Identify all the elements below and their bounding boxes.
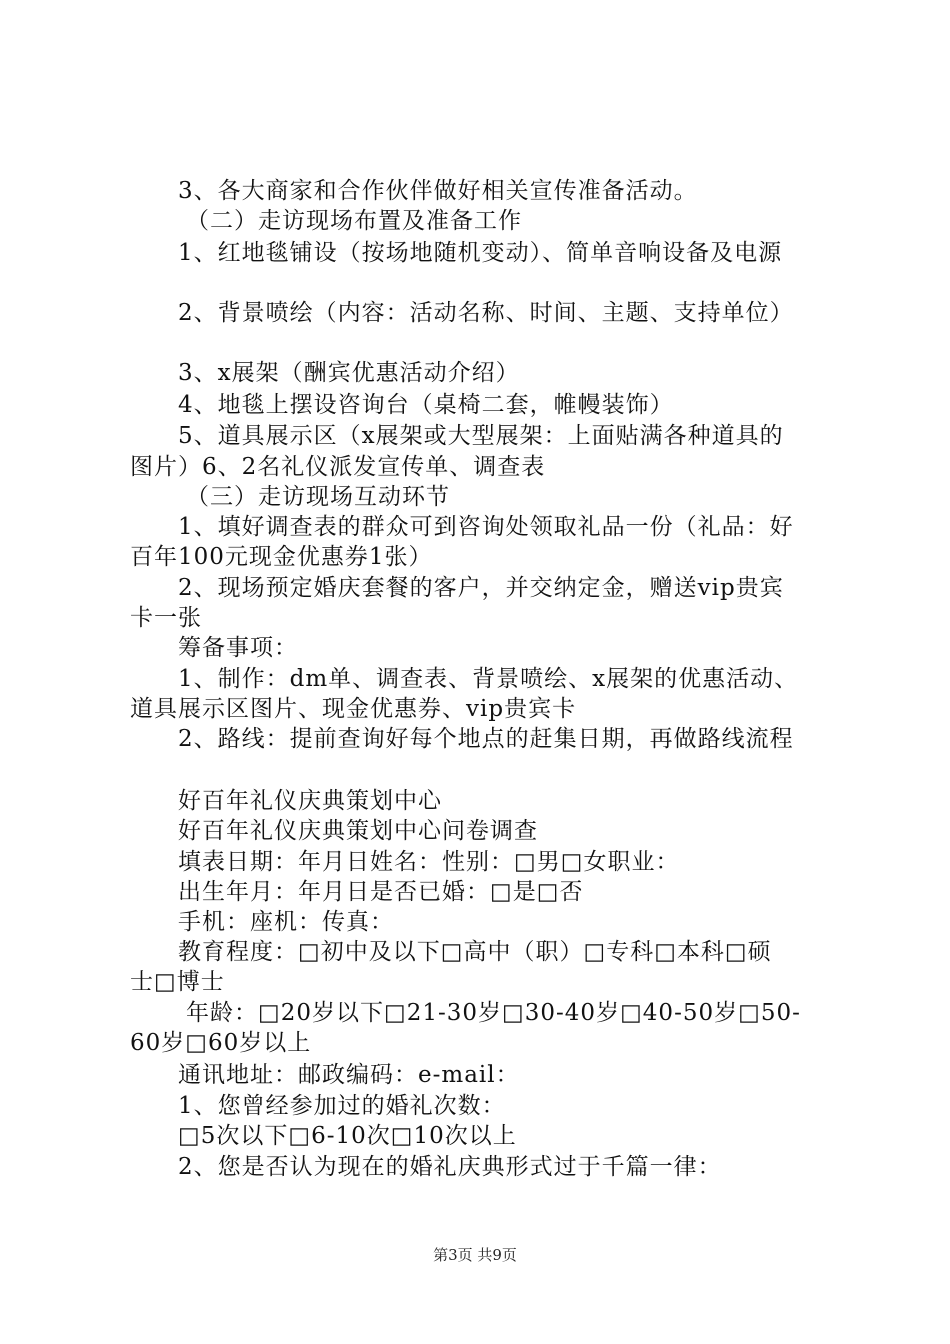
section-heading: （三）走访现场互动环节	[186, 484, 450, 510]
text-line: 卡一张	[130, 605, 202, 631]
text-line: 图片）6、2名礼仪派发宣传单、调查表	[130, 454, 546, 480]
text-line: 1、红地毯铺设（按场地随机变动）、简单音响设备及电源	[178, 240, 783, 266]
text-line: 百年100元现金优惠券1张）	[130, 544, 433, 570]
text-line: 教育程度：□初中及以下□高中（职）□专科□本科□硕	[178, 939, 772, 965]
text-line: 3、x展架（酬宾优惠活动介绍）	[178, 360, 520, 386]
text-line: 填表日期：年月日姓名：性别：□男□女职业：	[178, 849, 680, 875]
text-line: 5、道具展示区（x展架或大型展架：上面贴满各种道具的	[178, 423, 784, 449]
text-line: 道具展示区图片、现金优惠券、vip贵宾卡	[130, 696, 577, 722]
text-line: 出生年月：年月日是否已婚：□是□否	[178, 879, 584, 905]
text-line: 2、路线：提前查询好每个地点的赶集日期，再做路线流程	[178, 726, 794, 752]
text-line: 1、填好调查表的群众可到咨询处领取礼品一份（礼品：好	[178, 514, 794, 540]
text-line: 1、您曾经参加过的婚礼次数：	[178, 1093, 506, 1119]
text-line: 2、背景喷绘（内容：活动名称、时间、主题、支持单位）	[178, 300, 794, 326]
text-line: 好百年礼仪庆典策划中心问卷调查	[178, 818, 538, 844]
text-line: 3、各大商家和合作伙伴做好相关宣传准备活动。	[178, 178, 698, 204]
text-line: 4、地毯上摆设咨询台（桌椅二套，帷幔装饰）	[178, 392, 674, 418]
text-line: 手机：座机：传真：	[178, 909, 394, 935]
text-line: □5次以下□6-10次□10次以上	[178, 1123, 517, 1149]
text-line: 2、现场预定婚庆套餐的客户，并交纳定金，赠送vip贵宾	[178, 575, 784, 601]
text-line: 年龄：□20岁以下□21-30岁□30-40岁□40-50岁□50-	[186, 1000, 801, 1026]
text-line: 通讯地址：邮政编码：e-mail：	[178, 1062, 520, 1088]
text-line: 好百年礼仪庆典策划中心	[178, 788, 442, 814]
page-number-footer: 第3页 共9页	[433, 1246, 517, 1264]
text-line: 60岁□60岁以上	[130, 1030, 312, 1056]
text-line: 士□博士	[130, 969, 225, 995]
text-line: 筹备事项：	[178, 635, 298, 661]
text-line: 2、您是否认为现在的婚礼庆典形式过于千篇一律：	[178, 1154, 722, 1180]
section-heading: （二）走访现场布置及准备工作	[186, 208, 522, 234]
text-line: 1、制作：dm单、调查表、背景喷绘、x展架的优惠活动、	[178, 666, 799, 692]
